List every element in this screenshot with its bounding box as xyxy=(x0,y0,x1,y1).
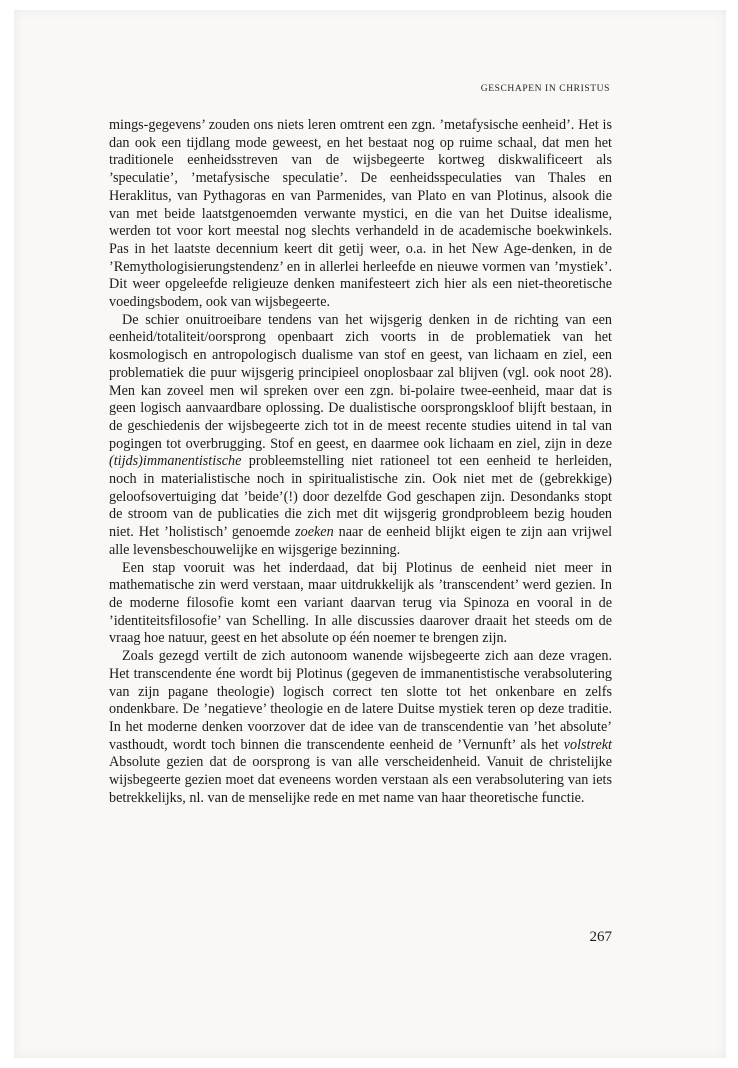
italic-text-segment: (tijds)immanentistische xyxy=(109,453,242,470)
text-segment: probleemstelling niet rationeel tot een eenheid te herleiden, noch in materialistische noch in spiritualistische zin. Ook niet met de (gebrekkige) geloofsovertuiging dat ’beide’(!) door dezelfde God geschapen zijn. Desondanks stopt de stroom van de publicaties die zich met dit wijsgerig grondprobleem bezig houden niet. Het ’holistisch’ genoemde xyxy=(109,453,612,541)
text-segment: De schier onuitroeibare tendens van het wijsgerig denken in de richting van een eenheid/totaliteit/oorsprong openbaart zich voorts in de problematiek van het kosmologisch en antropologisch dualisme van stof en geest, van lichaam en ziel, een problematiek die puur wijsgerig principieel onoplosbaar zal blijven (vgl. ook noot 28). Men kan zoveel men wil spreken over een zgn. bi-polaire twee-eenheid, maar dat is geen logisch aanvaardbare oplossing. De dualistische oorsprongskloof blijft bestaan, in de geschiedenis der wijsbegeerte zich tot in de meest recente studies uitend in tal van pogingen tot overbrugging. Stof en geest, en daarmee ook lichaam en ziel, zijn in deze xyxy=(109,311,612,452)
text-segment: mings-gegevens’ zouden ons niets leren omtrent een zgn. ’metafysische eenheid’. Het is dan ook een tijdlang mode geweest, en het bestaat nog op ruime schaal, dat men het traditionele eenheidsstreven van de wijsbegeerte kortweg diskwalificeert als ’speculatie’, ’metafysische speculatie’. De eenheidsspeculaties van Thales en Heraklitus, van Pythagoras en van Parmenides, van Plato en van Plotinus, alsook die van met beide laatstgenoemden verwante mystici, en die van het Duitse idealisme, werden tot voor kort meestal nog slechts verhandeld in de academische boekwinkels. Pas in het laatste decennium keert dit getij weer, o.a. in het New Age-denken, in de ’Remythologisierungstendenz’ en in allerlei herleefde en nieuwe vormen van ’mystiek’. Dit weer opgeleefde religieuze denken manifesteert zich hier als een niet-theoretische voedingsbodem, ook van wijsbegeerte. xyxy=(109,117,612,311)
running-head: GESCHAPEN IN CHRISTUS xyxy=(480,84,610,94)
page-number: 267 xyxy=(589,929,612,945)
body-text xyxy=(109,117,612,807)
italic-text-segment: volstrekt xyxy=(563,736,612,753)
paragraph xyxy=(109,648,612,807)
text-segment: Een stap vooruit was het inderdaad, dat bij Plotinus de eenheid niet meer in mathematische zin werd verstaan, maar uitdrukkelijk als ’transcendent’ werd gezien. In de moderne filosofie komt een variant daarvan terug via Spinoza en vooral in de ’identiteitsfilosofie’ van Schelling. In alle discussies daarover draait het steeds om de vraag hoe natuur, geest en het absolute op één noemer te brengen zijn. xyxy=(109,559,612,647)
paragraph xyxy=(109,560,612,649)
text-segment: Absolute gezien dat de oorsprong is van alle verscheidenheid. Vanuit de christelijke wijsbegeerte gezien moet dat eveneens worden verstaan als een verabsolutering van iets betrekkelijks, nl. van de menselijke rede en met name van haar theoretische functie. xyxy=(109,754,612,806)
paragraph xyxy=(109,117,612,312)
italic-text-segment: zoeken xyxy=(295,524,334,541)
text-segment: Zoals gezegd vertilt de zich autonoom wanende wijsbegeerte zich aan deze vragen. Het transcendente éne wordt bij Plotinus (gegeven de immanentistische verabsolutering van zijn pagane theologie) logisch correct ten slotte tot het onkenbare en zelfs ondenkbare. De ’negatieve’ theologie en de latere Duitse mystiek teren op deze traditie. In het moderne denken voorzover dat de idee van de transcendentie van ’het absolute’ vasthoudt, wordt toch binnen die transcendente eenheid de ’Vernunft’ als het xyxy=(109,648,612,753)
text-segment: naar de eenheid blijkt eigen te zijn aan vrijwel alle levensbeschouwelijke en wijsgerige bezinning. xyxy=(109,524,613,558)
paragraph xyxy=(109,312,612,560)
